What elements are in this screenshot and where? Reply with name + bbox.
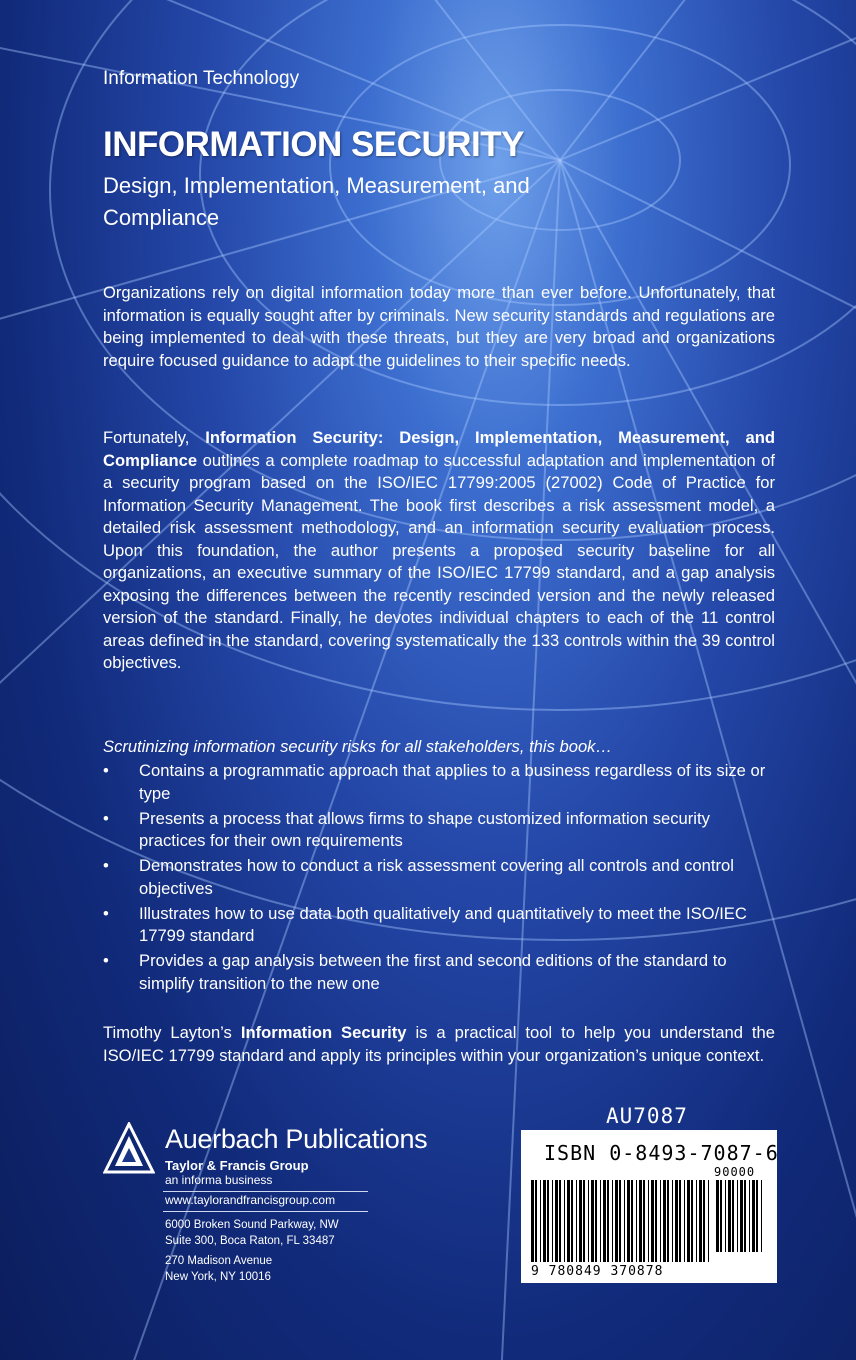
list-intro: Scrutinizing information security risks for all stakeholders, this book… — [103, 737, 613, 756]
barcode-bar — [535, 1180, 537, 1262]
publisher-group: Taylor & Francis Group — [165, 1158, 309, 1173]
barcode-bar — [583, 1180, 585, 1262]
barcode-bar — [540, 1180, 541, 1262]
list-item-text: Illustrates how to use data both qualitatively and quantitatively to meet the ISO/IEC 17799 standard — [139, 903, 747, 945]
barcode-bar — [687, 1180, 690, 1262]
barcode-bar — [737, 1180, 738, 1252]
barcode-bar — [567, 1180, 570, 1262]
barcode-bar — [752, 1180, 755, 1252]
barcode-bar — [679, 1180, 681, 1262]
barcode-bar — [571, 1180, 573, 1262]
bullet-icon: • — [103, 808, 109, 828]
list-item — [103, 903, 775, 948]
barcode-bar — [744, 1180, 746, 1252]
description-paragraph-3 — [103, 1022, 775, 1067]
book-title: INFORMATION SECURITY — [103, 125, 525, 164]
address-line: New York, NY 10016 — [165, 1271, 271, 1283]
barcode-bar — [716, 1180, 719, 1252]
barcode-bar — [708, 1180, 709, 1262]
divider — [163, 1191, 368, 1192]
list-item — [103, 855, 775, 900]
barcode-bar — [595, 1180, 597, 1262]
barcode-bar — [667, 1180, 669, 1262]
barcode-bar — [547, 1180, 549, 1262]
barcode-bar — [684, 1180, 685, 1262]
publisher-name: Auerbach Publications — [165, 1124, 428, 1154]
barcode-bar — [660, 1180, 661, 1262]
ean-number: 9 780849 370878 — [531, 1264, 664, 1279]
publisher-address-1 — [165, 1217, 339, 1249]
bullet-icon: • — [103, 951, 109, 970]
barcode-bar — [728, 1180, 731, 1252]
barcode-bar — [603, 1180, 606, 1262]
barcode-bar — [543, 1180, 546, 1262]
barcode-bar — [648, 1180, 649, 1262]
paragraph-3-book-title: Information Security — [240, 1023, 407, 1042]
list-item — [103, 808, 775, 853]
publisher-tagline: an informa business — [165, 1173, 273, 1187]
barcode-bar — [720, 1180, 722, 1252]
barcode-bar — [691, 1180, 693, 1262]
barcode-bar — [696, 1180, 697, 1262]
paragraph-2-book-title: Information Security: Design, Implementation, Measurement, and Compliance — [103, 428, 776, 470]
bullet-icon: • — [103, 761, 109, 780]
barcode-bar — [615, 1180, 618, 1262]
barcode-bar — [732, 1180, 734, 1252]
paragraph-2-lead: Fortunately, — [103, 428, 206, 447]
list-item — [103, 760, 775, 805]
barcode-bar — [607, 1180, 609, 1262]
barcode-bar — [651, 1180, 654, 1262]
list-item-text: Contains a programmatic approach that applies to a business regardless of its size or type — [139, 761, 766, 803]
list-item-text: Demonstrates how to conduct a risk assessment covering all controls and control objectives — [139, 856, 734, 898]
barcode-bar — [555, 1180, 558, 1262]
paragraph-2-text: outlines a complete roadmap to successful adaptation and implementation of a security program based on the ISO/IEC 17799:2005 (27002) Code of Practice for Information Security Management. The book first describes a risk assessment model, a detailed risk assessment methodology, and an information security evaluation process. Upon this foundation, the author presents a proposed security baseline for all organizations, an executive summary of the ISO/IEC 17799 standard, and a gap analysis exposing the differences between the recently rescinded version and the newly released version of the standard. Finally, he devotes individual chapters to each of the 11 control areas defined in the standard, covering systematically the 133 controls within the 39 control objectives. — [103, 450, 775, 672]
barcode-bar — [703, 1180, 705, 1262]
divider — [163, 1211, 368, 1212]
barcode-bar — [699, 1180, 702, 1262]
barcode-bar — [643, 1180, 645, 1262]
price-code: 90000 — [714, 1165, 756, 1179]
barcode-bar — [756, 1180, 758, 1252]
barcode-bar — [591, 1180, 594, 1262]
feature-list — [103, 760, 775, 998]
barcode-bar — [639, 1180, 642, 1262]
barcode-bar — [740, 1180, 743, 1252]
barcode-bar — [655, 1180, 657, 1262]
address-line: 270 Madison Avenue — [165, 1255, 273, 1267]
barcode-bar — [663, 1180, 666, 1262]
barcode-bar — [725, 1180, 726, 1252]
barcode-bar — [552, 1180, 553, 1262]
address-line: Suite 300, Boca Raton, FL 33487 — [165, 1235, 335, 1247]
barcode-bar — [672, 1180, 673, 1262]
list-item-text: Presents a process that allows firms to shape customized information security practices for their own requirements — [139, 808, 710, 850]
address-line: 6000 Broken Sound Parkway, NW — [165, 1219, 339, 1231]
publisher-url: www.taylorandfrancisgroup.com — [165, 1193, 336, 1207]
barcode-bar — [761, 1180, 762, 1252]
barcode-addon-bars-icon — [716, 1180, 766, 1252]
barcode-bar — [600, 1180, 601, 1262]
paragraph-3-text: is a practical tool to help you understand the ISO/IEC 17799 standard and apply its principles within your organization’s unique context. — [103, 1023, 775, 1065]
publisher-address-2 — [165, 1253, 272, 1285]
barcode-bar — [636, 1180, 637, 1262]
list-item — [103, 950, 775, 995]
barcode-bar — [749, 1180, 750, 1252]
barcode-bar — [675, 1180, 678, 1262]
barcode-bar — [576, 1180, 577, 1262]
list-item-text: Provides a gap analysis between the first and second editions of the standard to simplify transition to the new one — [139, 951, 727, 993]
auerbach-logo-icon — [103, 1122, 155, 1174]
barcode-bar — [631, 1180, 633, 1262]
description-paragraph-1: Organizations rely on digital information today more than ever before. Unfortunately, that information is equally sought after by criminals. New security standards and regulations are being implemented to deal with these threats, but they are very broad and organizations require focused guidance to adapt the guidelines to their specific needs. — [103, 283, 775, 370]
isbn-number: ISBN 0-8493-7087-6 — [544, 1141, 779, 1165]
barcode-bar — [579, 1180, 582, 1262]
barcode-bar — [588, 1180, 589, 1262]
catalog-code: AU7087 — [606, 1104, 688, 1128]
category-label: Information Technology — [103, 68, 300, 89]
bullet-icon: • — [103, 856, 109, 875]
book-subtitle: Design, Implementation, Measurement, and Compliance — [103, 173, 530, 230]
description-paragraph-2 — [103, 427, 775, 675]
barcode-bar — [612, 1180, 613, 1262]
barcode-bar — [559, 1180, 561, 1262]
barcode-bar — [627, 1180, 630, 1262]
barcode-bar — [531, 1180, 534, 1262]
barcode-bar — [619, 1180, 621, 1262]
paragraph-3-lead: Timothy Layton’s — [103, 1023, 241, 1042]
barcode-bar — [564, 1180, 565, 1262]
barcode-bar — [624, 1180, 625, 1262]
bullet-icon: • — [103, 903, 109, 923]
